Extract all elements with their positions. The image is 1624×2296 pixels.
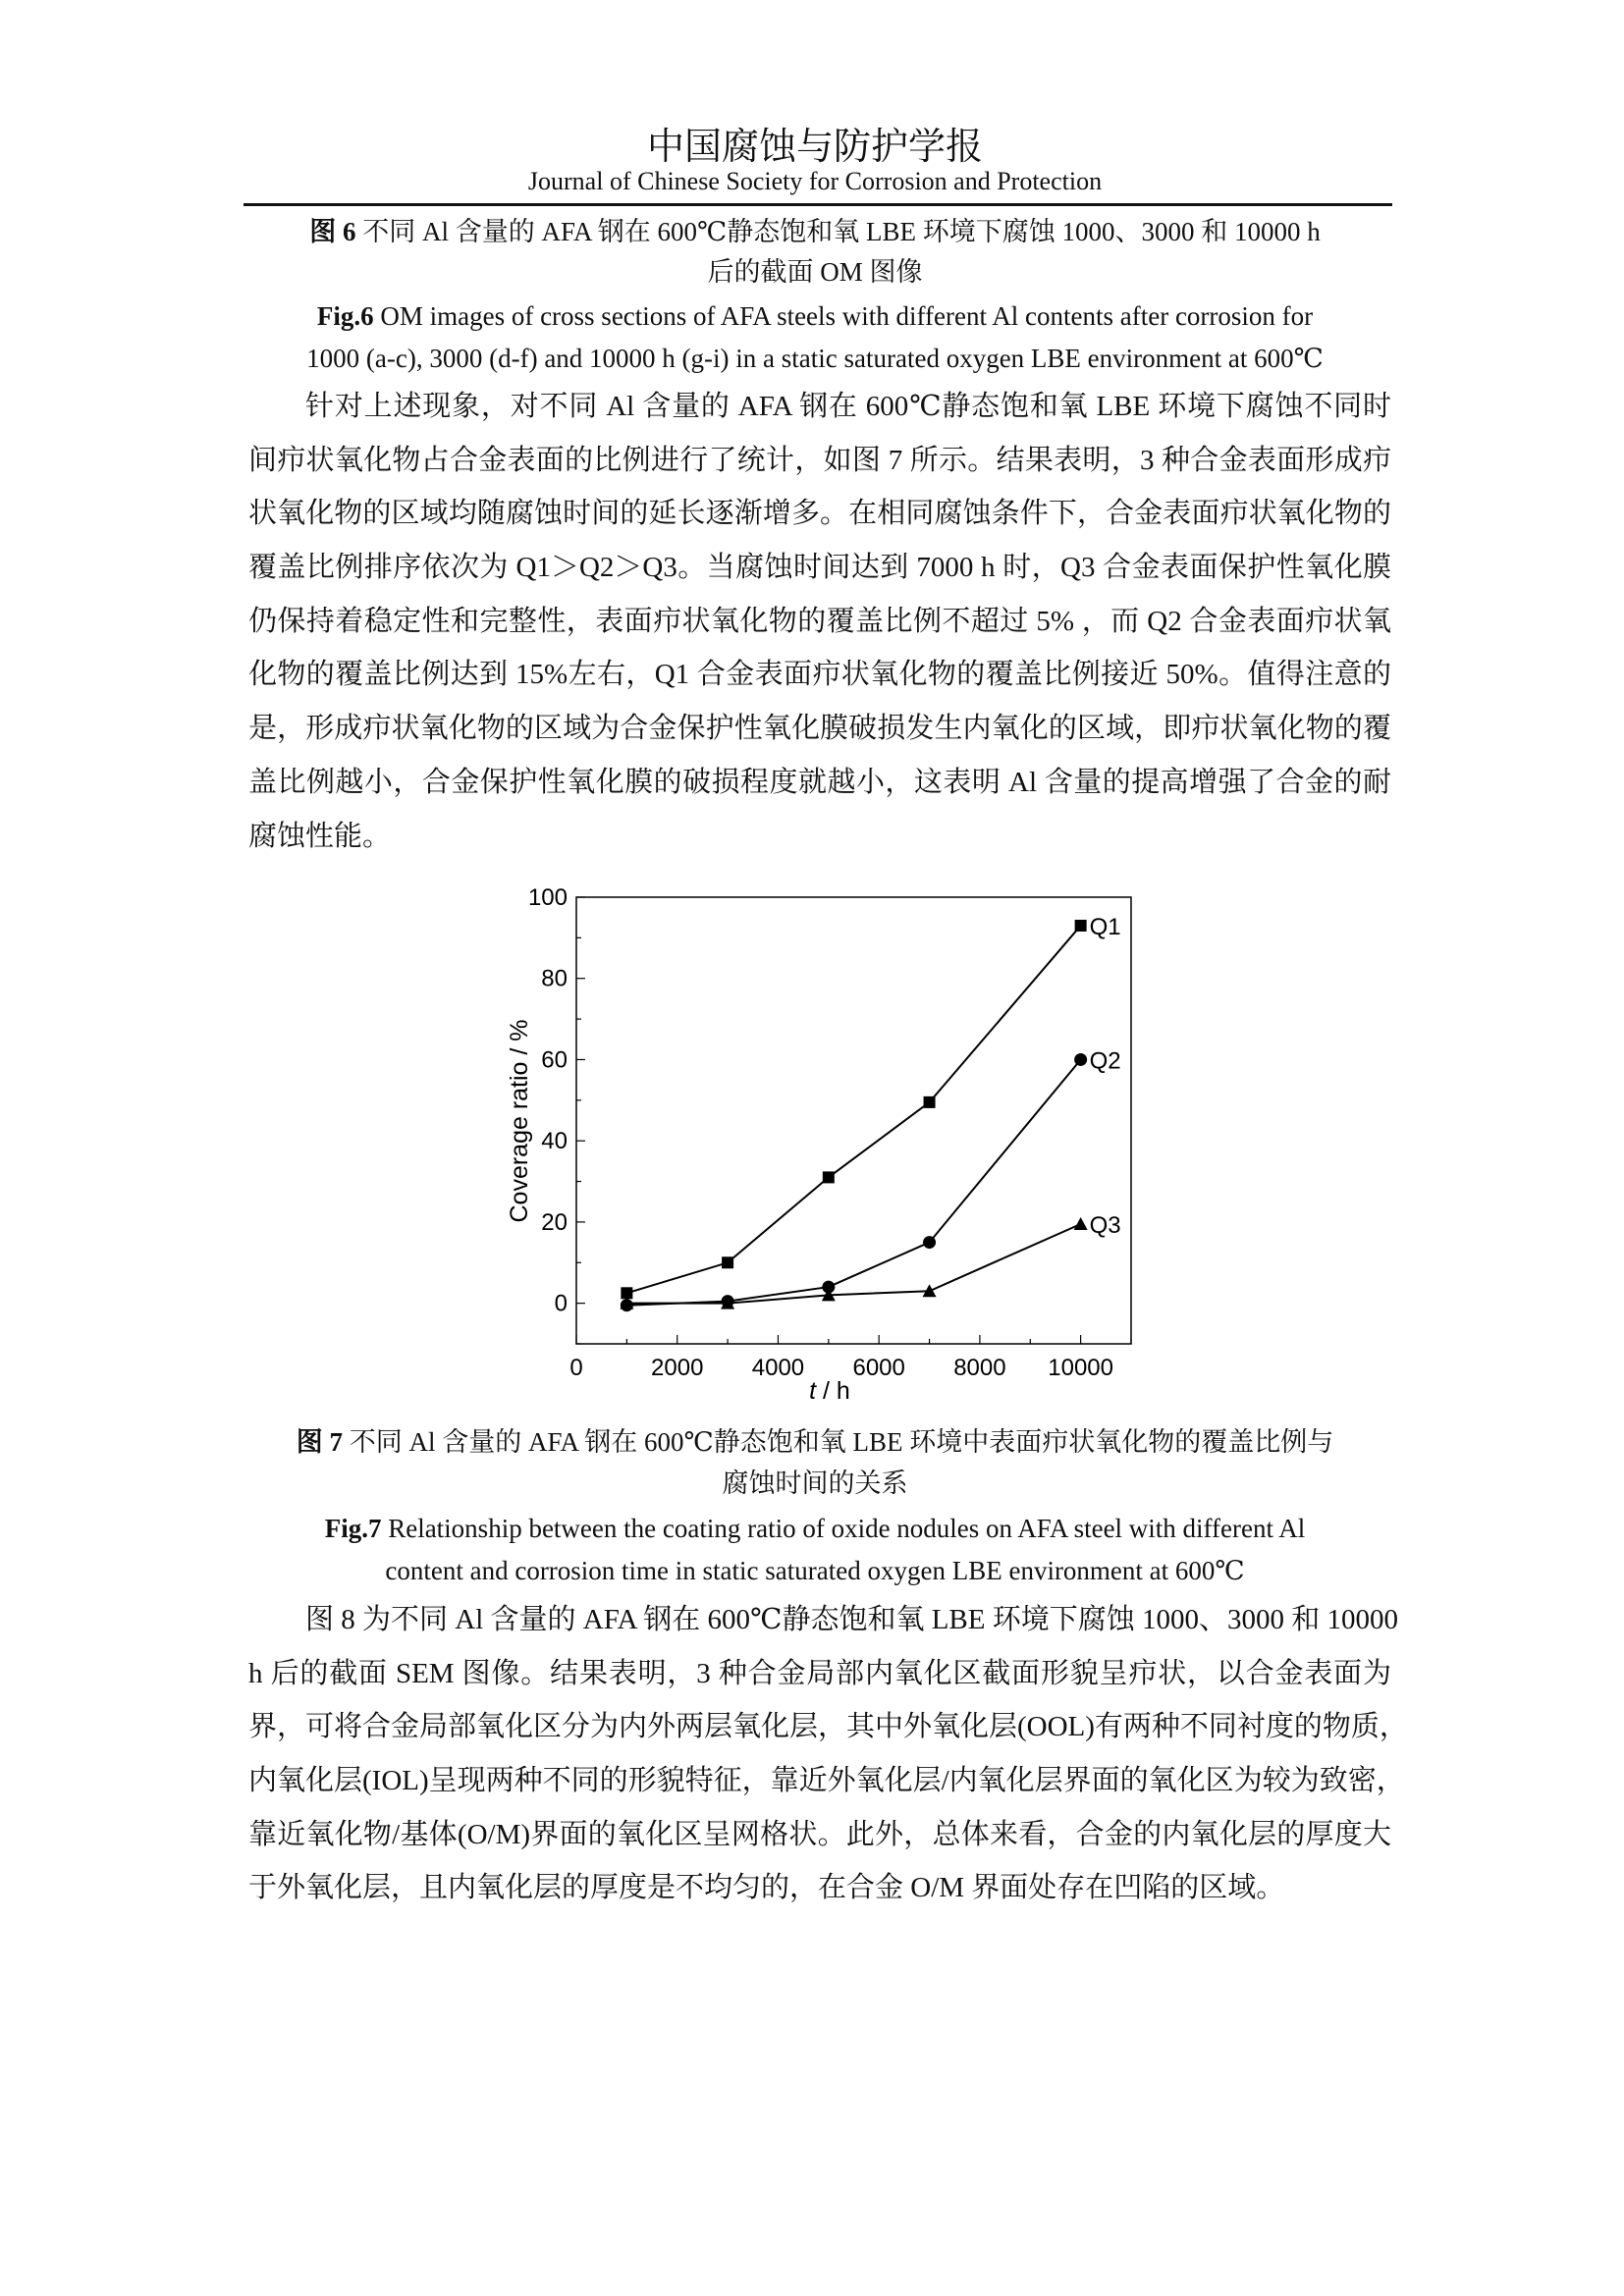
y-tick-label: 60 <box>541 1046 568 1074</box>
text-line: 靠近氧化物/基体(O/M)界面的氧化区呈网格状。此外，总体来看，合金的内氧化层的厚度大 <box>248 1818 1391 1850</box>
x-tick-label: 2000 <box>651 1355 704 1381</box>
y-tick-label: 40 <box>541 1128 568 1155</box>
coverage-ratio-chart <box>452 864 1198 1414</box>
series-line-q1 <box>626 926 1080 1293</box>
paragraph-1 <box>248 380 1391 863</box>
data-point-circle <box>1074 1053 1087 1066</box>
x-axis-label: t / h <box>809 1377 850 1405</box>
series-label-q2: Q2 <box>1089 1047 1121 1075</box>
x-tick-label: 10000 <box>1048 1355 1114 1381</box>
header-rule <box>244 203 1392 206</box>
data-point-circle <box>923 1236 936 1249</box>
x-tick-label: 6000 <box>852 1355 905 1381</box>
text-line: 仍保持着稳定性和完整性，表面疖状氧化物的覆盖比例不超过 5% ，而 Q2 合金表面疖状氧 <box>248 605 1391 637</box>
text-line: 于外氧化层，且内氧化层的厚度是不均匀的，在合金 O/M 界面处存在凹陷的区域。 <box>248 1872 1285 1904</box>
data-point-square <box>924 1096 936 1108</box>
text-line: 界，可将合金局部氧化区分为内外两层氧化层，其中外氧化层(OOL)有两种不同衬度的物质， <box>248 1711 1408 1743</box>
text-line: 针对上述现象，对不同 Al 含量的 AFA 钢在 600℃静态饱和氧 LBE 环境下腐蚀不同时 <box>305 391 1391 422</box>
x-tick-label: 4000 <box>751 1355 805 1381</box>
text-line: h 后的截面 SEM 图像。结果表明，3 种合金局部内氧化区截面形貌呈疖状，以合金表面为 <box>248 1657 1391 1689</box>
fig7-caption-en-line1: Fig.7 Relationship between the coating ratio of oxide nodules on AFA steel with different Al <box>324 1514 1306 1543</box>
series-label-q1: Q1 <box>1089 913 1121 940</box>
fig6-caption-en-line1: Fig.6 OM images of cross sections of AFA steels with different Al contents after corrosion for <box>316 301 1314 331</box>
fig6-caption-cn-line1: 图 6 不同 Al 含量的 AFA 钢在 600℃静态饱和氧 LBE 环境下腐蚀 1000、3000 和 10000 h <box>309 217 1321 246</box>
series-line-q3 <box>626 1224 1080 1304</box>
y-tick-label: 20 <box>541 1208 568 1236</box>
fig7-caption-cn-line2: 腐蚀时间的关系 <box>722 1468 908 1498</box>
text-line: 状氧化物的区域均随腐蚀时间的延长逐渐增多。在相同腐蚀条件下，合金表面疖状氧化物的 <box>248 498 1391 530</box>
text-line: 是，形成疖状氧化物的区域为合金保护性氧化膜破损发生内氧化的区域，即疖状氧化物的覆 <box>248 713 1391 745</box>
text-line: 间疖状氧化物占合金表面的比例进行了统计，如图 7 所示。结果表明，3 种合金表面形成疖 <box>248 444 1391 476</box>
fig7-caption-cn-line1: 图 7 不同 Al 含量的 AFA 钢在 600℃静态饱和氧 LBE 环境中表面疖状氧化物的覆盖比例与 <box>296 1427 1334 1457</box>
text-line: 腐蚀性能。 <box>248 820 392 852</box>
x-tick-label: 0 <box>569 1355 583 1381</box>
y-axis-label: Coverage ratio / % <box>506 1019 533 1223</box>
data-point-square <box>823 1171 835 1183</box>
text-line: 覆盖比例排序依次为 Q1＞Q2＞Q3。当腐蚀时间达到 7000 h 时，Q3 合金表面保护性氧化膜 <box>248 552 1391 584</box>
fig6-caption-en-line2: 1000 (a-c), 3000 (d-f) and 10000 h (g-i) in a static saturated oxygen LBE environment at 600℃ <box>306 344 1324 373</box>
series-label-q3: Q3 <box>1089 1211 1121 1239</box>
text-line: 化物的覆盖比例达到 15%左右，Q1 合金表面疖状氧化物的覆盖比例接近 50%。值得注意的 <box>248 659 1391 691</box>
text-line: 内氧化层(IOL)呈现两种不同的形貌特征，靠近外氧化层/内氧化层界面的氧化区为较为致密， <box>248 1765 1405 1797</box>
text-line: 图 8 为不同 Al 含量的 AFA 钢在 600℃静态饱和氧 LBE 环境下腐蚀 1000、3000 和 10000 <box>305 1604 1398 1635</box>
data-point-square <box>722 1256 733 1268</box>
y-tick-label: 0 <box>554 1290 568 1317</box>
data-point-triangle <box>1074 1217 1088 1230</box>
journal-title-cn: 中国腐蚀与防护学报 <box>646 127 983 168</box>
series-line-q2 <box>626 1059 1080 1305</box>
y-tick-label: 80 <box>541 965 568 992</box>
y-tick-label: 100 <box>527 884 568 911</box>
fig6-caption-cn-line2: 后的截面 OM 图像 <box>707 257 923 287</box>
paragraph-2 <box>248 1593 1408 1915</box>
x-tick-label: 8000 <box>953 1355 1006 1381</box>
fig7-caption-en-line2: content and corrosion time in static saturated oxygen LBE environment at 600℃ <box>385 1556 1245 1585</box>
text-line: 盖比例越小，合金保护性氧化膜的破损程度就越小，这表明 Al 含量的提高增强了合金的耐 <box>248 766 1391 798</box>
journal-title-en: Journal of Chinese Society for Corrosion and Protection <box>527 167 1103 195</box>
data-point-square <box>1075 920 1087 932</box>
